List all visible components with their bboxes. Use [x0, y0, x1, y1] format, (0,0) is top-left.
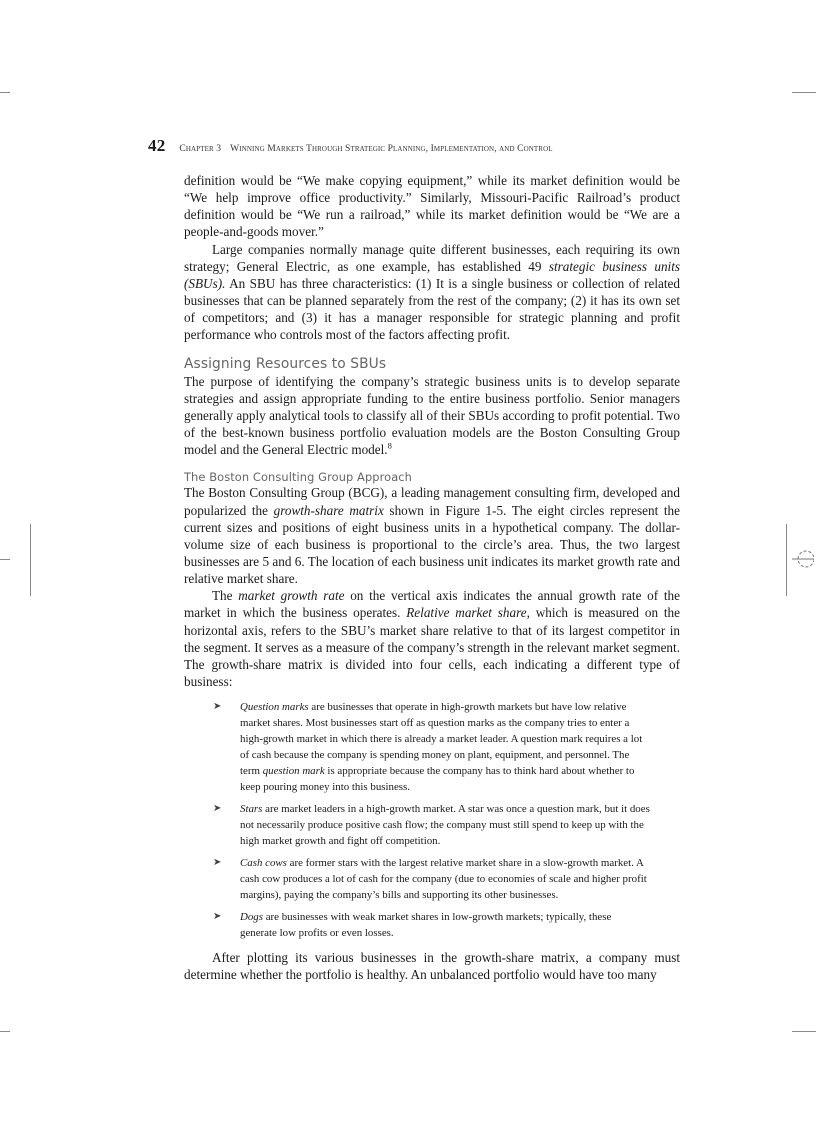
crop-mark [786, 524, 787, 596]
page-number: 42 [148, 136, 166, 155]
text-run: The purpose of identifying the company’s strategic business units is to develop separate strategies and assign appropriate funding to the entire business portfolio. Senior managers generally apply analytical tools to classify all of their SBUs according to profit potential. Two of the best-known business portfolio evaluation models are the Boston Consulting Group model and the General Electric model. [184, 373, 680, 458]
crop-mark [792, 1031, 816, 1032]
paragraph [184, 241, 680, 344]
bullet-list [184, 699, 680, 941]
paragraph [184, 587, 680, 690]
paragraph: After plotting its various businesses in the growth-share matrix, a company must determine whether the portfolio is healthy. An unbalanced portfolio would have too many [184, 950, 680, 983]
list-item [213, 699, 650, 795]
term: Question marks [240, 701, 309, 714]
arrow-bullet-icon: ➤ [213, 803, 222, 815]
subsection-heading: The Boston Consulting Group Approach [184, 470, 412, 485]
term: growth-share matrix [273, 502, 384, 518]
text-run: The Boston Consulting Group (BCG), a leading management consulting firm, developed and popularized the [184, 485, 680, 518]
paragraph [184, 484, 680, 587]
term: market growth rate [238, 588, 345, 604]
text-run: which is measured on the horizontal axis, refers to the SBU’s market share relative to that of its largest competitor in the segment. It serves as a measure of the company’s strength in the relevant market segment. The growth-share matrix is divided into four cells, each indicating a different type of business: [184, 605, 680, 690]
term: strategic business units (SBUs). [184, 258, 680, 291]
text-run: are businesses with weak market shares in low-growth markets; typically, these generate low profits or even losses. [240, 911, 612, 940]
paragraph [184, 373, 680, 459]
text-run: shown in Figure 1-5. The eight circles represent the current sizes and positions of eight business units in a hypothetical company. The dollar-volume size of each business is proportional to the circle’s area. Thus, the two largest businesses are 5 and 6. The location of each business unit indicates its market growth rate and relative market share. [184, 502, 680, 587]
body-text [184, 172, 680, 984]
text-run: on the vertical axis indicates the annual growth rate of the market in which the business operates. [184, 588, 680, 621]
crop-mark [0, 92, 10, 93]
text-run: An SBU has three characteristics: (1) It is a single business or collection of related businesses that can be planned separately from the rest of the company; (2) it has its own set of competitors; and (3) it has a manager responsible for strategic planning and profit performance who controls most of the factors affecting profit. [184, 275, 680, 343]
term: Stars [240, 803, 263, 816]
list-item [213, 855, 650, 903]
registration-mark-icon [792, 548, 814, 570]
arrow-bullet-icon: ➤ [213, 857, 222, 869]
list-item [213, 801, 650, 849]
text-run: are market leaders in a high-growth market. A star was once a question mark, but it does not necessarily produce positive cash flow; the company must still spend to keep up with the high market growth and fight off competition. [240, 803, 650, 848]
arrow-bullet-icon: ➤ [213, 911, 222, 923]
crop-mark [0, 1031, 10, 1032]
crop-mark [30, 524, 31, 596]
crop-mark [0, 559, 10, 560]
running-header [148, 136, 680, 156]
paragraph: definition would be “We make copying equipment,” while its market definition would be “We help improve office productivity.” Similarly, Missouri-Pacific Railroad’s product definition would be “We run a railroad,” while its market definition would be “We are a people-and-goods mover.” [184, 173, 680, 240]
running-head [179, 143, 552, 154]
footnote-ref: 8 [387, 440, 392, 451]
chapter-label: Chapter 3 [179, 143, 222, 154]
term: question mark [262, 765, 325, 778]
term: Cash cows [240, 857, 287, 870]
section-heading: Assigning Resources to SBUs [184, 355, 387, 372]
text-run: The [212, 588, 239, 604]
term: Dogs [240, 911, 263, 924]
chapter-title: Winning Markets Through Strategic Planning, Implementation, and Control [230, 143, 553, 154]
term: Relative market share, [406, 605, 530, 621]
arrow-bullet-icon: ➤ [213, 701, 222, 713]
text-run: is appropriate because the company has to think hard about whether to keep pouring money into this business. [240, 765, 635, 794]
text-run: are former stars with the largest relative market share in a slow-growth market. A cash cow produces a lot of cash for the company (due to economies of scale and higher profit margins), paying the company’s bills and supporting its other businesses. [240, 857, 647, 902]
crop-mark [792, 92, 816, 93]
text-run: Large companies normally manage quite different businesses, each requiring its own strategy; General Electric, as one example, has established 49 [184, 241, 680, 274]
list-item [213, 909, 650, 941]
text-run: are businesses that operate in high-growth markets but have low relative market shares. Most businesses start off as question marks as the company tries to enter a high-growth market in which there is already a market leader. A question mark requires a lot of cash because the company is spending money on plant, equipment, and personnel. The term [240, 701, 643, 778]
